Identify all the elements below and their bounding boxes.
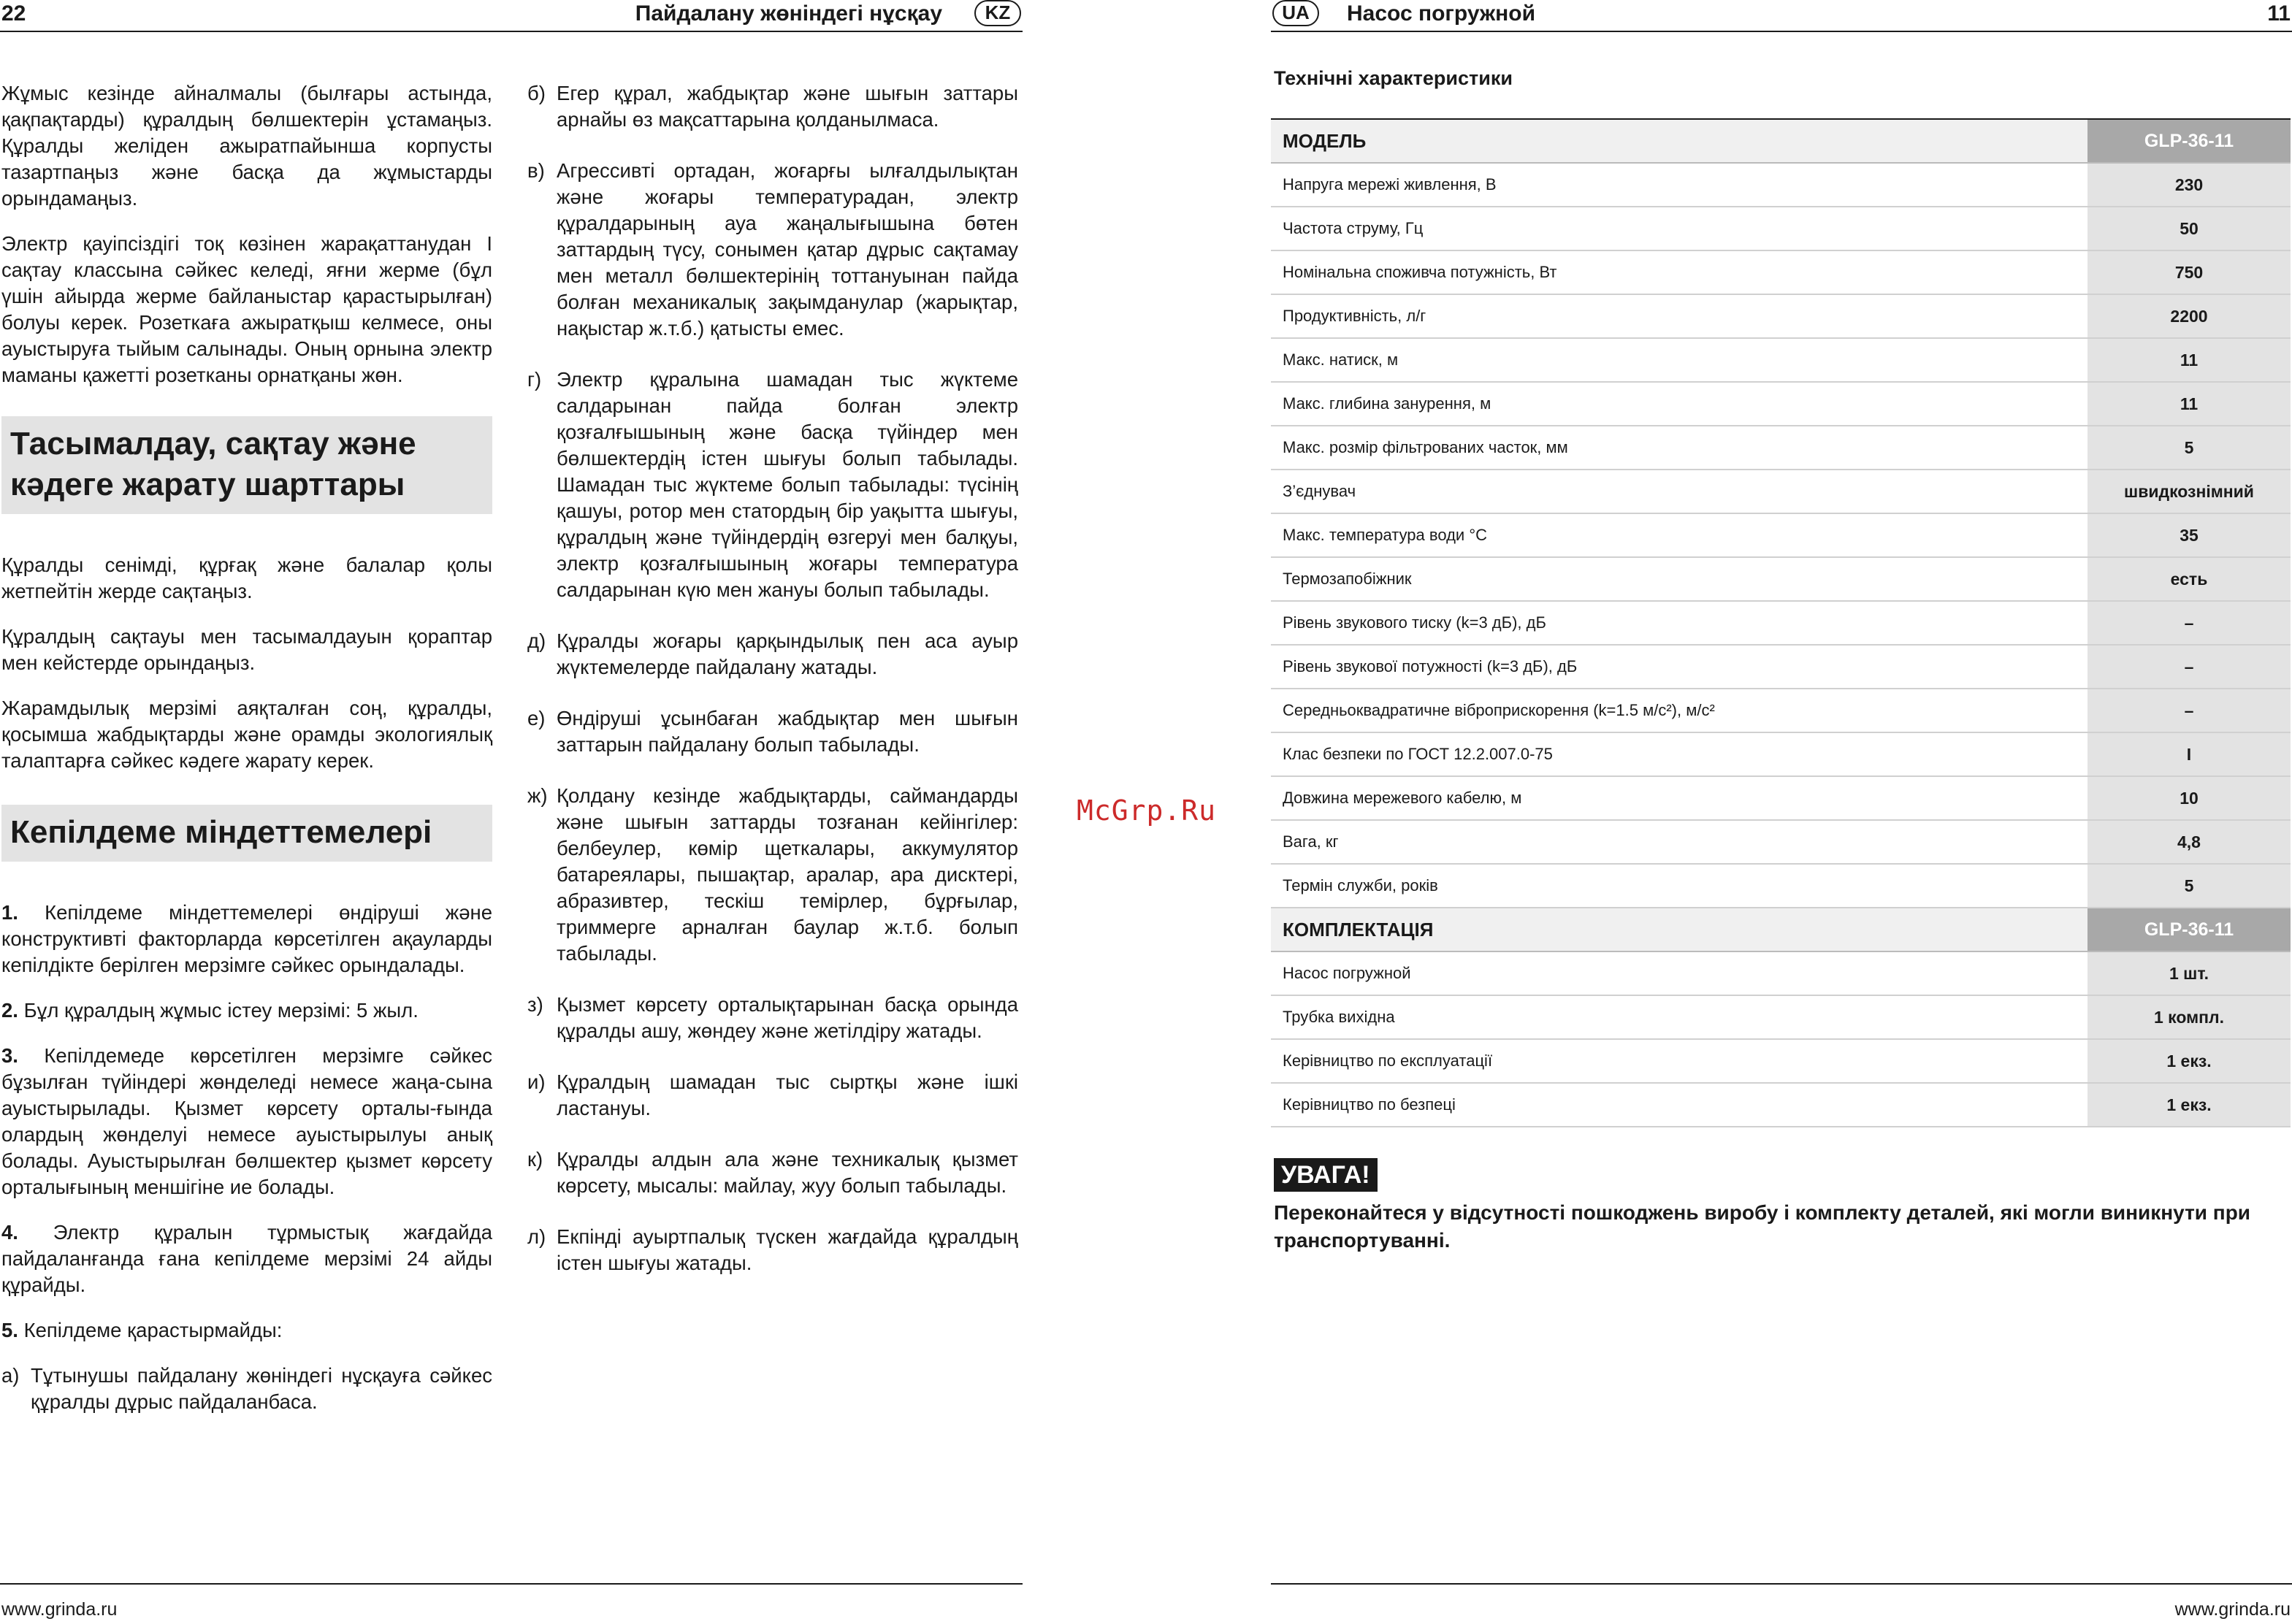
table-row [1271, 338, 2291, 382]
table-row [1271, 382, 2291, 426]
row-value: 1 шт. [2087, 951, 2291, 995]
row-label: Трубка вихідна [1271, 995, 2087, 1039]
language-badge: UA [1272, 0, 1319, 26]
row-label: Рівень звукового тиску (k=3 дБ), дБ [1271, 601, 2087, 645]
item-number: 1. [1, 901, 18, 924]
row-label: Макс. глибина занурення, м [1271, 382, 2087, 426]
warning-text: Переконайтеся у відсутності пошкоджень виробу і комплекту деталей, які могли виникнути при транспортуванні. [1274, 1201, 2251, 1252]
table-row [1271, 1039, 2291, 1083]
row-label: Термозапобіжник [1271, 557, 2087, 601]
row-value: 1 екз. [2087, 1039, 2291, 1083]
table-row [1271, 294, 2291, 338]
paragraph: Құралдың сақтауы мен тасымалдауын қораптар мен кейстерде орындаңыз. [1, 625, 492, 674]
right-page [1271, 0, 2292, 1624]
row-label: Макс. температура води °С [1271, 513, 2087, 557]
lettered-item: з) Қызмет көрсету орталықтарынан басқа орында құралды ашу, жөндеу және жетілдіру жатады. [527, 993, 1018, 1042]
paragraph: Жарамдылық мерзімі аяқталған соң, құралды, қосымша жабдықтарды және орамды экологиялық талаптарға сәйкес кәдеге жарату керек. [1, 697, 492, 772]
paragraph: Электр қауіпсіздігі тоқ көзінен жарақаттанудан I сақтау классына сәйкес келеді, яғни жерме (бұл үшін айырда жерме байланыстар қарастырылған) болуы керек. Розеткаға ажыратқыш келмесе, оны ауыстыруға тыйым салынады. Оның орнына электр маманы қажетті розетканы орнатқаны жөн. [1, 232, 492, 386]
lettered-item: а) Тұтынушы пайдалану жөніндегі нұсқауға сәйкес құралды дұрыс пайдаланбаса. [1, 1364, 492, 1413]
footer-rule [0, 1583, 1023, 1585]
row-value: 35 [2087, 513, 2291, 557]
row-value: 11 [2087, 382, 2291, 426]
table-row [1271, 601, 2291, 645]
row-label: Рівень звукової потужності (k=3 дБ), дБ [1271, 645, 2087, 689]
page-number: 11 [2267, 1, 2291, 26]
watermark: McGrp.Ru [1077, 794, 1217, 827]
item-number: 3. [1, 1044, 18, 1067]
left-column-2 [527, 80, 1018, 1301]
row-label: Напруга мережі живлення, В [1271, 163, 2087, 207]
table-row [1271, 995, 2291, 1039]
table-row [1271, 864, 2291, 908]
table-row [1271, 557, 2291, 601]
item-number: 5. [1, 1319, 18, 1341]
numbered-item: 2. Бұл құралдың жұмыс істеу мерзімі: 5 жыл. [1, 999, 419, 1022]
row-label: Середньоквадратичне віброприскорення (k=1.5 м/с²), м/с² [1271, 689, 2087, 732]
table-row [1271, 951, 2291, 995]
lettered-item: в) Агрессивті ортадан, жоғарғы ылғалдылықтан және жоғары температурадан, электр құралдарының ауа жаңалығышына бөтен заттардың түсу, сонымен қатар дұрыс сақтамау мен металл бөлшектерінің тоттануынан пайда болған механикалық зақымданулар (жарықтар, нақыстар ж.т.б.) қатысты емес. [527, 159, 1018, 340]
row-value: – [2087, 645, 2291, 689]
row-value: – [2087, 601, 2291, 645]
lettered-item: е) Өндіруші ұсынбаған жабдықтар мен шығын заттарын пайдалану болып табылады. [527, 707, 1018, 756]
paragraph: Жұмыс кезінде айналмалы (былғары астында, қақпақтарды) құралдың бөлшектерін ұстамаңыз. Құралды желіден ажыратпайынша корпусты тазартпаңыз және басқа да жұмыстарды орындамаңыз. [1, 82, 492, 210]
row-label: Частота струму, Гц [1271, 207, 2087, 250]
item-number: 2. [1, 999, 18, 1022]
row-value: 11 [2087, 338, 2291, 382]
section-heading: Тасымалдау, сақтау және кәдеге жарату шарттары [1, 416, 492, 514]
row-value: 5 [2087, 426, 2291, 470]
row-value: швидкознімний [2087, 470, 2291, 513]
item-number: 4. [1, 1221, 18, 1244]
row-value: 5 [2087, 864, 2291, 908]
numbered-item: 3. Кепілдемеде көрсетілген мерзімге сәйкес бұзылған түйіндері жөнделеді немесе жаңа-сына ауыстырылады. Қызмет көрсету орталы-ғында олардың жөнделуі немесе ауыстырылуы анық болады. Ауыстырылған бөлшектер қызмет көрсету орталығының меншігіне ие болады. [1, 1044, 492, 1198]
row-value: 750 [2087, 250, 2291, 294]
right-header [1271, 0, 2292, 29]
numbered-item: 5. Кепілдеме қарастырмайды: [1, 1319, 283, 1341]
numbered-item: 1. Кепілдеме міндеттемелері өндіруші және конструктивті факторларда көрсетілген ақауларды кепілдікте берілген мерзімге сәйкес орындалады. [1, 901, 493, 976]
lettered-item: б) Егер құрал, жабдықтар және шығын заттары арнайы өз мақсаттарына қолданылмаса. [527, 82, 1018, 131]
header-title: Насос погружной [1347, 1, 1536, 26]
table-row [1271, 163, 2291, 207]
row-value: – [2087, 689, 2291, 732]
lettered-item: ж) Қолдану кезінде жабдықтарды, саймандарды және шығын заттарды тозғанан кейінгілер: белбеулер, көмір щеткалары, аккумулятор батареялары, пышақтар, аралар, ара дисктері, абразивтер, тескіш темірлер, бұрғылар, триммерге арналған баулар ж.т.б. болып табылады. [527, 784, 1018, 965]
section-heading: Кепілдеме міндеттемелері [1, 805, 492, 862]
row-label: Насос погружной [1271, 951, 2087, 995]
lettered-item: г) Электр құралына шамадан тыс жүктеме салдарынан пайда болған электр қозғалғышының және басқа түйіндер мен бөлшектердің істен шығуы болып табылады. Шамадан тыс жүктеме болып табылады: түсінің қашуы, ротор мен статордың бір уақытта шығуы, құралдың және түйіндердің өзгеруі мен балқуы, электр қозғалғышының жоғары температура салдарынан күю мен жануы болып табылады. [527, 368, 1018, 601]
row-value: 230 [2087, 163, 2291, 207]
row-value: I [2087, 732, 2291, 776]
header-rule [0, 31, 1023, 32]
row-label: Довжина мережевого кабелю, м [1271, 776, 2087, 820]
paragraph: Құралды сенімді, құрғақ және балалар қолы жетпейтін жерде сақтаңыз. [1, 554, 492, 602]
row-label: Макс. натиск, м [1271, 338, 2087, 382]
row-label: Керівництво по безпеці [1271, 1083, 2087, 1127]
spec-title: Технічні характеристики [1274, 67, 1513, 89]
language-badge: KZ [974, 0, 1021, 26]
left-header [0, 0, 1023, 29]
table-row [1271, 776, 2291, 820]
lettered-item: л) Екпінді ауыртпалық түскен жағдайда құралдың істен шығуы жатады. [527, 1225, 1018, 1274]
row-label: Вага, кг [1271, 820, 2087, 864]
row-label: З’єднувач [1271, 470, 2087, 513]
row-value: 2200 [2087, 294, 2291, 338]
row-value: 4,8 [2087, 820, 2291, 864]
table-row [1271, 732, 2291, 776]
row-value: 1 екз. [2087, 1083, 2291, 1127]
table-row [1271, 250, 2291, 294]
numbered-item: 4. Электр құралын тұрмыстық жағдайда пайдаланғанда ғана кепілдеме мерзімі 24 айды құрайды. [1, 1221, 492, 1296]
footer-rule [1271, 1583, 2292, 1585]
table-row [1271, 820, 2291, 864]
header-title: Пайдалану жөніндегі нұсқау [635, 1, 942, 26]
row-label: Термін служби, років [1271, 864, 2087, 908]
warning-badge: УВАГА! [1274, 1158, 1378, 1192]
lettered-item: к) Құралды алдын ала және техникалық қызмет көрсету, мысалы: майлау, жуу болып табылады. [527, 1148, 1018, 1197]
row-label: Клас безпеки по ГОСТ 12.2.007.0-75 [1271, 732, 2087, 776]
row-label: Макс. розмір фільтрованих часток, мм [1271, 426, 2087, 470]
row-value: 10 [2087, 776, 2291, 820]
row-label: Номінальна споживча потужність, Вт [1271, 250, 2087, 294]
left-page [0, 0, 1023, 1624]
lettered-item: и) Құралдың шамадан тыс сыртқы және ішкі ластануы. [527, 1070, 1018, 1119]
table-row [1271, 689, 2291, 732]
table-row [1271, 645, 2291, 689]
row-label: Продуктивність, л/г [1271, 294, 2087, 338]
table-row [1271, 426, 2291, 470]
table-row [1271, 207, 2291, 250]
page-number: 22 [1, 1, 26, 26]
table-row [1271, 513, 2291, 557]
table-header-row: КОМПЛЕКТАЦІЯ GLP-36-11 [1271, 908, 2291, 951]
row-value: есть [2087, 557, 2291, 601]
row-value: 50 [2087, 207, 2291, 250]
row-label: Керівництво по експлуатації [1271, 1039, 2087, 1083]
spec-table [1271, 118, 2291, 1127]
footer-url[interactable]: www.grinda.ru [2174, 1599, 2291, 1620]
footer-url[interactable]: www.grinda.ru [1, 1599, 118, 1620]
table-row [1271, 470, 2291, 513]
left-column-1 [1, 80, 492, 1440]
table-header-row: МОДЕЛЬ GLP-36-11 [1271, 119, 2291, 163]
lettered-item: д) Құралды жоғары қарқындылық пен аса ауыр жүктемелерде пайдалану жатады. [527, 629, 1018, 678]
row-value: 1 компл. [2087, 995, 2291, 1039]
table-row [1271, 1083, 2291, 1127]
header-rule [1271, 31, 2292, 32]
